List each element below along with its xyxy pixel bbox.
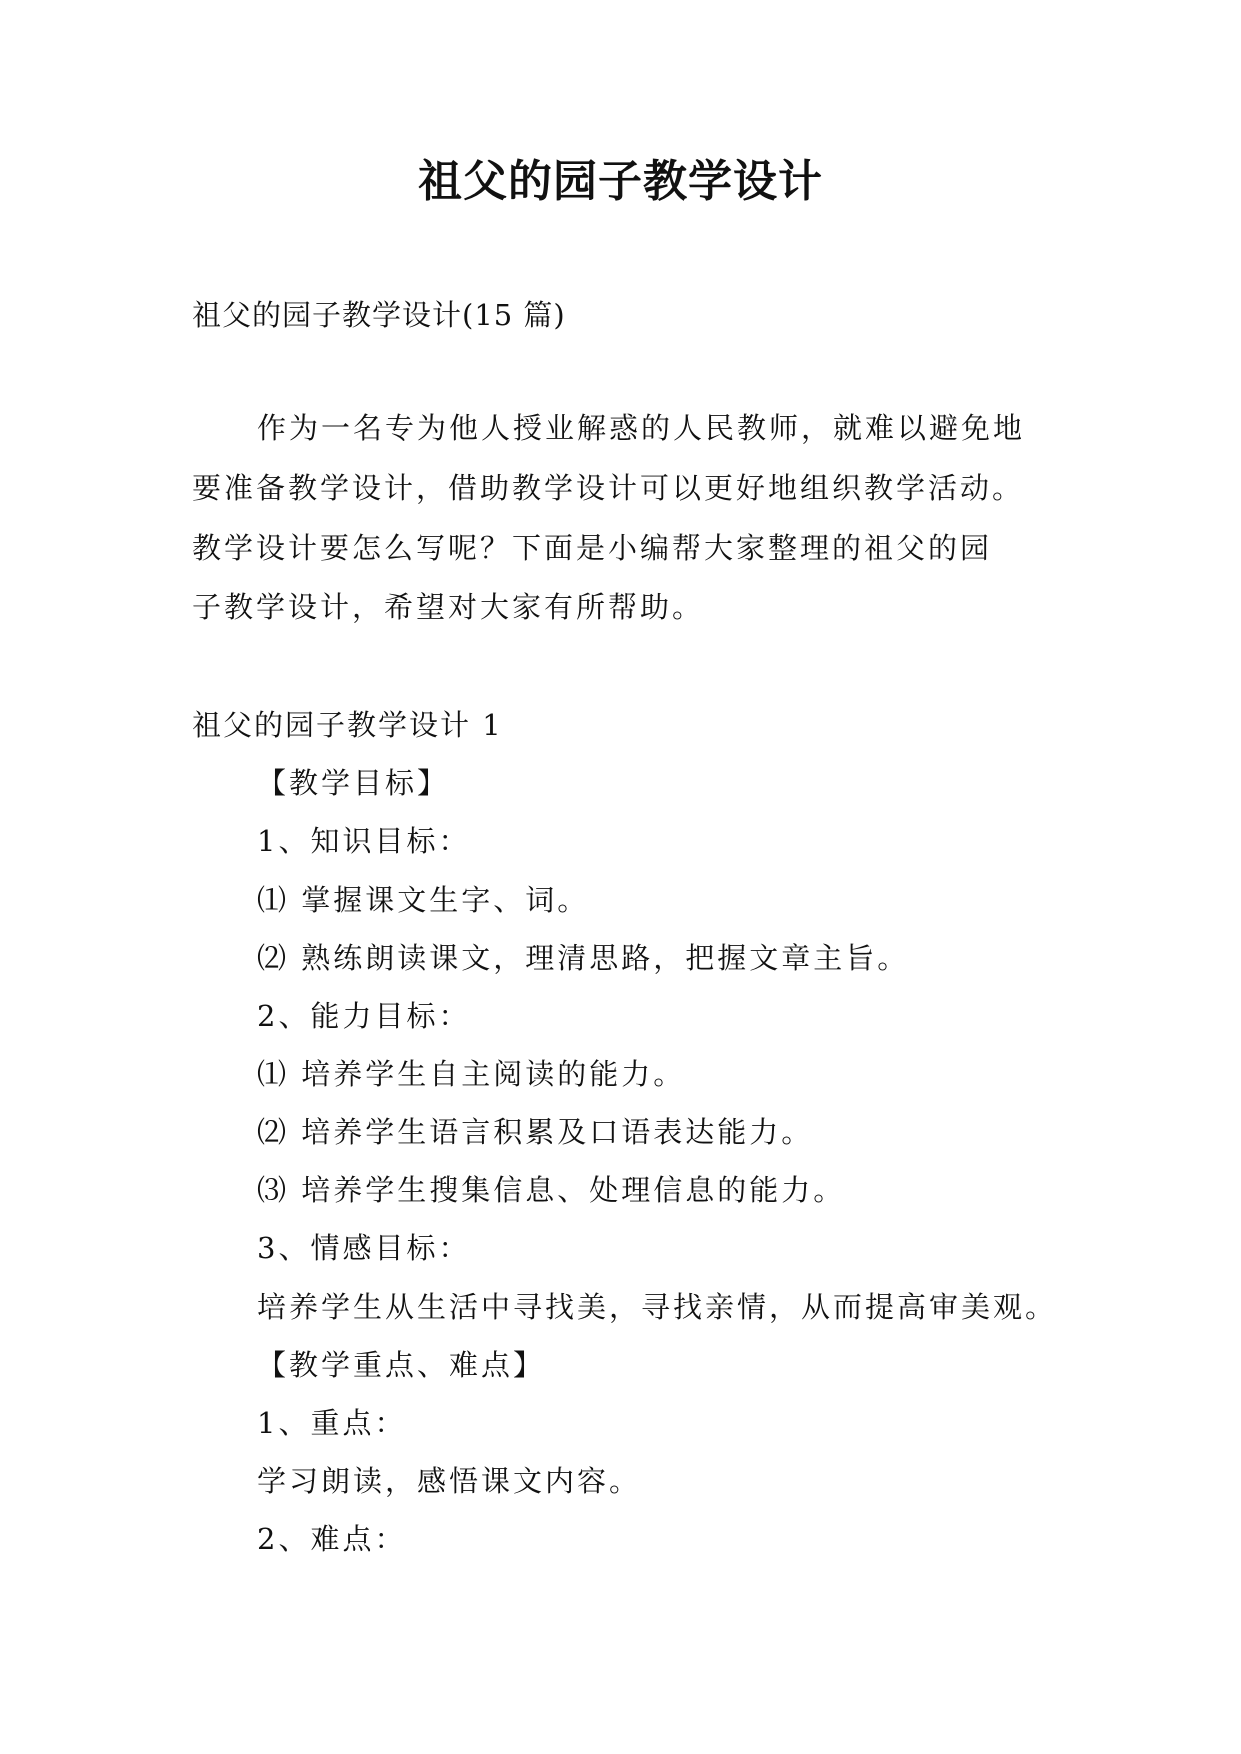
document-subtitle: 祖父的园子教学设计(15 篇) xyxy=(192,298,566,332)
body-line: ⑵ 培养学生语言积累及口语表达能力。 xyxy=(257,1115,814,1149)
body-line: ⑴ 掌握课文生字、词。 xyxy=(257,883,590,917)
body-line: 1、重点： xyxy=(257,1406,407,1440)
document-title: 祖父的园子教学设计 xyxy=(418,156,823,207)
intro-paragraph-line: 作为一名专为他人授业解惑的人民教师，就难以避免地 xyxy=(257,411,1026,445)
body-line: 3、情感目标： xyxy=(257,1231,471,1265)
body-line: 2、难点： xyxy=(257,1522,407,1556)
body-line: ⑴ 培养学生自主阅读的能力。 xyxy=(257,1057,686,1091)
heading-teaching-objectives: 【教学目标】 xyxy=(257,766,450,800)
intro-paragraph-line: 要准备教学设计，借助教学设计可以更好地组织教学活动。 xyxy=(192,471,1025,505)
body-line: 培养学生从生活中寻找美，寻找亲情，从而提高审美观。 xyxy=(257,1290,1058,1324)
body-line: 1、知识目标： xyxy=(257,824,471,858)
body-line: ⑵ 熟练朗读课文，理清思路，把握文章主旨。 xyxy=(257,941,910,975)
section-title: 祖父的园子教学设计 1 xyxy=(192,708,503,742)
intro-paragraph-line: 教学设计要怎么写呢？下面是小编帮大家整理的祖父的园 xyxy=(192,531,993,565)
heading-key-points: 【教学重点、难点】 xyxy=(257,1348,546,1382)
body-line: ⑶ 培养学生搜集信息、处理信息的能力。 xyxy=(257,1173,846,1207)
body-line: 学习朗读，感悟课文内容。 xyxy=(257,1464,642,1498)
body-line: 2、能力目标： xyxy=(257,999,471,1033)
intro-paragraph-line: 子教学设计，希望对大家有所帮助。 xyxy=(192,590,705,624)
